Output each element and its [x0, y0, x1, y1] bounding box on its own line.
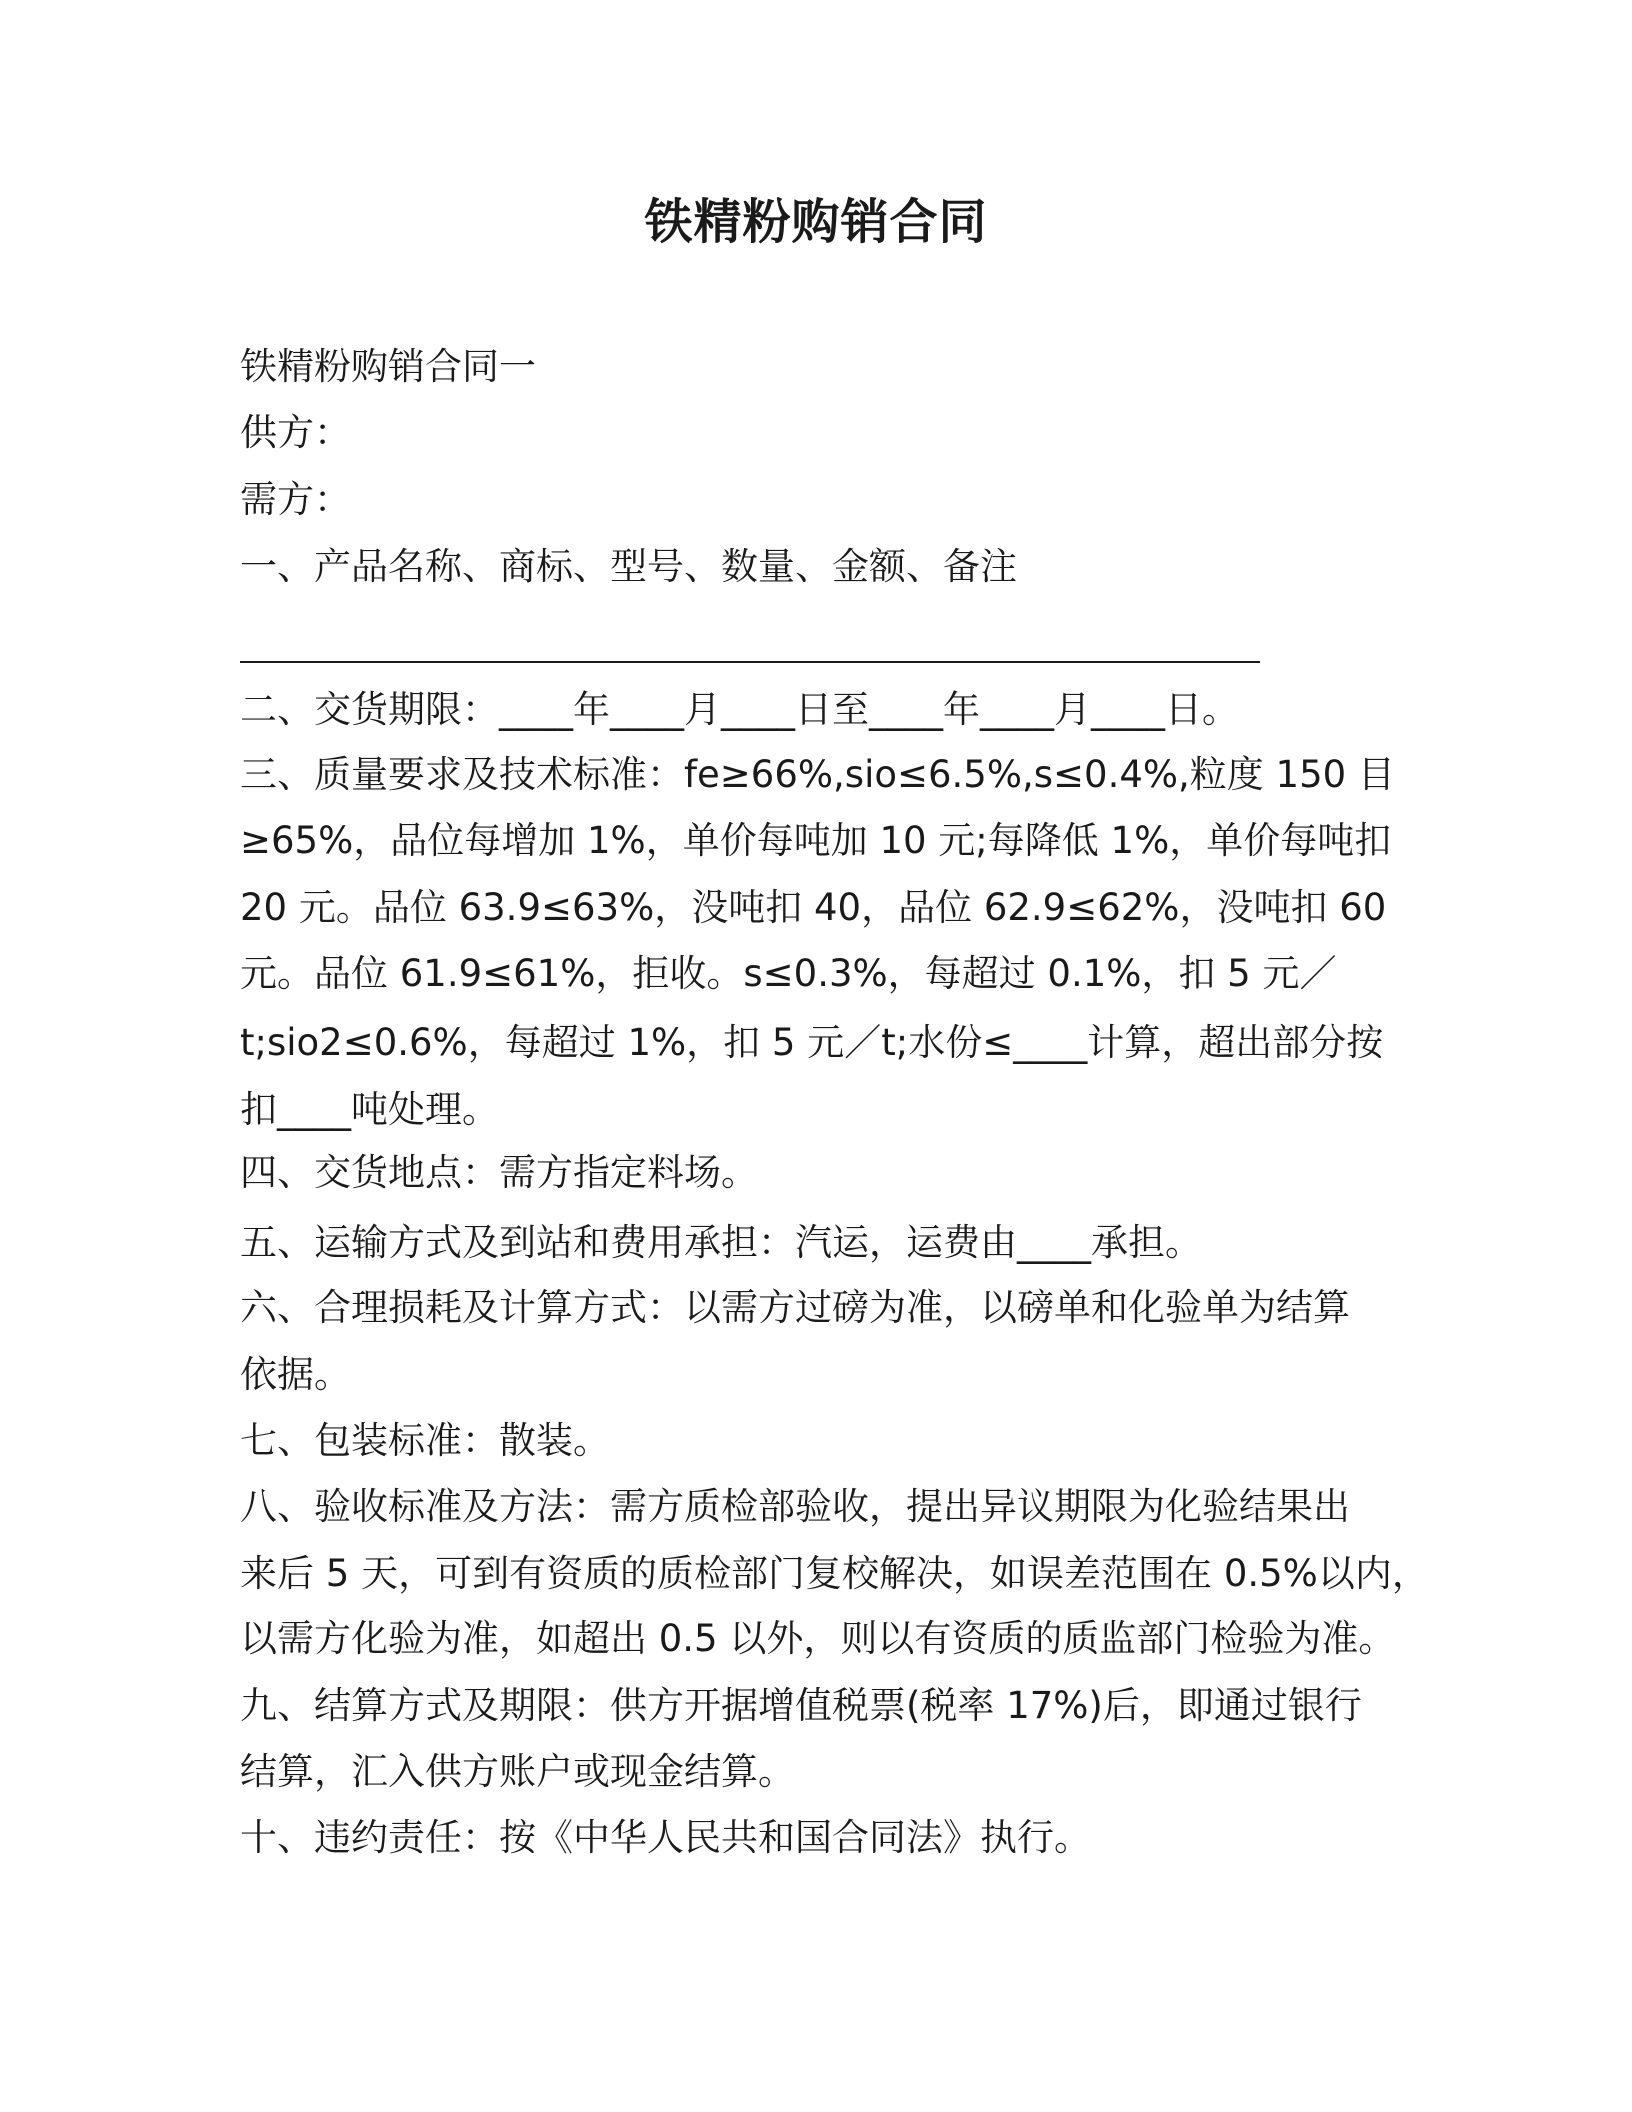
clause-9-line-1: 九、结算方式及期限：供方开据增值税票(税率 17%)后，即通过银行: [240, 1684, 1362, 1727]
clause-8-line-1: 八、验收标准及方法：需方质检部验收，提出异议期限为化验结果出: [240, 1485, 1350, 1528]
clause-10-line: 十、违约责任：按《中华人民共和国合同法》执行。: [240, 1816, 1091, 1859]
clause-2-line: 二、交货期限：____年____月____日至____年____月____日。: [240, 688, 1239, 731]
clause-1-line: 一、产品名称、商标、型号、数量、金额、备注: [240, 545, 1017, 588]
clause-3-line-3: 20 元。品位 63.9≤63%，没吨扣 40，品位 62.9≤62%，没吨扣 60: [240, 886, 1387, 929]
clause-6-line-2: 依据。: [240, 1353, 351, 1396]
clause-6-line-1: 六、合理损耗及计算方式：以需方过磅为准，以磅单和化验单为结算: [240, 1286, 1350, 1329]
clause-7-line: 七、包装标准：散装。: [240, 1419, 610, 1462]
clause-8-line-2: 来后 5 天，可到有资质的质检部门复校解决，如误差范围在 0.5%以内，: [240, 1552, 1429, 1595]
clause-3-line-1: 三、质量要求及技术标准：fe≥66%,sio≤6.5%,s≤0.4%,粒度 150 目: [240, 753, 1395, 796]
clause-3-line-4: 元。品位 61.9≤61%，拒收。s≤0.3%，每超过 0.1%，扣 5 元／: [240, 952, 1337, 995]
clause-3-line-2: ≥65%，品位每增加 1%，单价每吨加 10 元;每降低 1%，单价每吨扣: [240, 819, 1392, 862]
clause-9-line-2: 结算，汇入供方账户或现金结算。: [240, 1750, 795, 1793]
clause-3-line-6: 扣____吨处理。: [240, 1088, 499, 1131]
document-title: 铁精粉购销合同: [644, 194, 988, 250]
clause-5-line: 五、运输方式及到站和费用承担：汽运，运费由____承担。: [240, 1221, 1202, 1264]
supplier-line: 供方：: [240, 411, 351, 454]
clause-3-line-5: t;sio2≤0.6%，每超过 1%，扣 5 元／t;水份≤____计算，超出部分按: [240, 1021, 1384, 1064]
blank-underline: [240, 661, 1260, 663]
clause-8-line-3: 以需方化验为准，如超出 0.5 以外，则以有资质的质监部门检验为准。: [240, 1617, 1396, 1660]
clause-4-line: 四、交货地点：需方指定料场。: [240, 1151, 758, 1194]
subtitle-line: 铁精粉购销合同一: [240, 345, 536, 388]
buyer-line: 需方：: [240, 478, 351, 521]
